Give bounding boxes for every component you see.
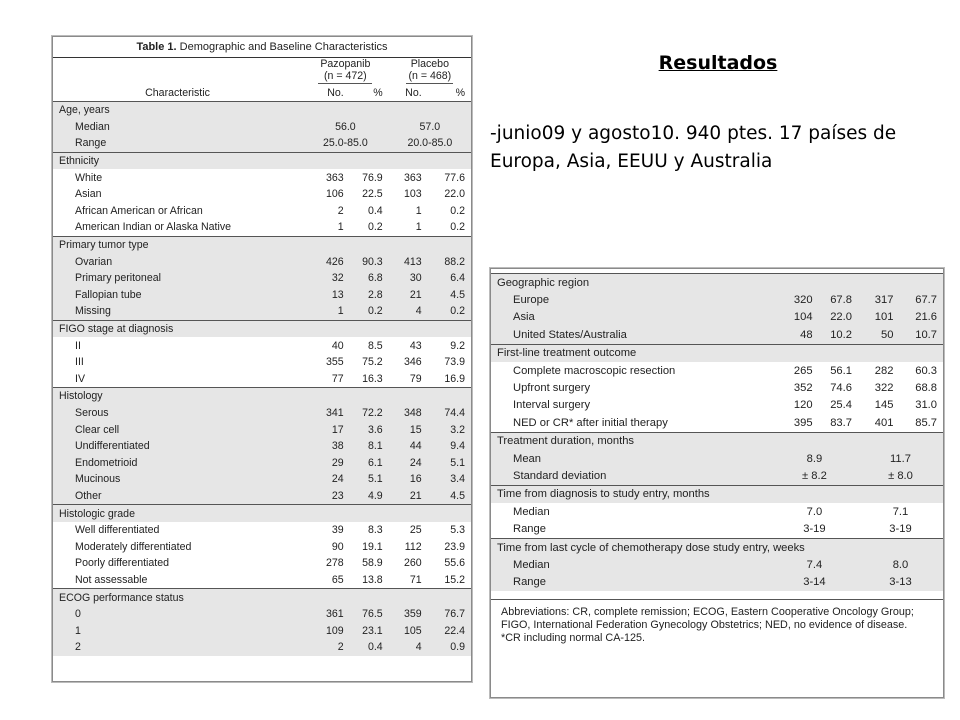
placebo-count: 282 [874, 364, 894, 377]
footnote-cr: *CR including normal CA-125. [501, 632, 646, 645]
placebo-percent: 5.3 [450, 524, 465, 537]
arm-header-pazopanib [318, 58, 372, 84]
section-row [53, 236, 471, 253]
pazopanib-count: 48 [771, 326, 819, 344]
section-row [53, 388, 471, 405]
placebo-count: 348 [389, 405, 428, 422]
section-title: Treatment duration, months [491, 432, 943, 450]
pazopanib-percent: 72.2 [350, 405, 389, 422]
section-row [491, 485, 943, 503]
row-label: Missing [53, 303, 302, 320]
section-row [491, 344, 943, 362]
row-label: Mean [491, 450, 771, 467]
placebo-value: 20.0-85.0 [389, 135, 471, 152]
row-label: Serous [53, 405, 302, 422]
pazopanib-count: 38 [302, 438, 350, 455]
table-row [53, 253, 471, 270]
row-label: Endometrioid [53, 454, 302, 471]
row-label: Well differentiated [75, 524, 160, 537]
slide-heading: Resultados [658, 52, 778, 74]
pazopanib-percent: 0.4 [367, 204, 383, 217]
row-label: Primary peritoneal [53, 270, 302, 287]
table-row [53, 371, 471, 388]
table-row [53, 354, 471, 371]
pazopanib-count: 426 [302, 253, 350, 270]
row-label: 1 [53, 622, 302, 639]
pazopanib-percent: 22.5 [362, 188, 383, 201]
table-row [53, 471, 471, 488]
placebo-count: 15 [389, 421, 428, 438]
placebo-count: 50 [858, 326, 899, 344]
pazopanib-percent: 6.8 [350, 270, 389, 287]
section-row [53, 102, 471, 119]
placebo-percent: 68.8 [915, 382, 937, 395]
placebo-percent: 21.6 [899, 309, 943, 326]
pazopanib-count: 13 [302, 287, 350, 304]
placebo-count: 25 [409, 524, 422, 537]
section-row [491, 538, 943, 556]
table-row [53, 186, 471, 203]
table-row [491, 326, 943, 344]
placebo-percent: 4.5 [428, 287, 471, 304]
table-row [491, 574, 943, 591]
placebo-value: 3-13 [858, 574, 943, 591]
placebo-count: 346 [403, 356, 422, 369]
row-label: Range [513, 523, 546, 536]
placebo-percent: 16.9 [444, 372, 465, 385]
table-title-label: Table 1. [136, 41, 177, 53]
column-pct-1: % [350, 84, 389, 102]
row-label: Asia [491, 309, 771, 326]
row-label: Range [491, 574, 771, 591]
pazopanib-count: 1 [337, 221, 344, 234]
pazopanib-count: 23 [302, 488, 350, 505]
placebo-count: 4 [389, 639, 428, 656]
pazopanib-percent: 4.9 [350, 488, 389, 505]
pazopanib-count: 2 [337, 204, 344, 217]
row-label: Interval surgery [513, 399, 591, 412]
row-label: African American or African [75, 204, 203, 217]
pazopanib-value: 3-19 [803, 523, 826, 536]
section-title: Histologic grade [53, 505, 471, 522]
placebo-percent: 0.2 [450, 204, 465, 217]
placebo-count: 21 [389, 287, 428, 304]
row-label: White [75, 171, 103, 184]
row-label: 2 [53, 639, 302, 656]
placebo-value: ± 8.0 [858, 467, 943, 485]
row-label: Fallopian tube [53, 287, 302, 304]
section-row [491, 274, 943, 292]
placebo-count: 359 [389, 606, 428, 623]
pazopanib-percent: 25.4 [830, 399, 852, 412]
pazopanib-count: 120 [793, 399, 813, 412]
row-label: Undifferentiated [53, 438, 302, 455]
section-row [53, 320, 471, 337]
table-row [53, 606, 471, 623]
table-row [53, 438, 471, 455]
placebo-percent: 22.0 [444, 188, 465, 201]
table-row [53, 219, 471, 236]
placebo-count: 317 [858, 291, 899, 308]
section-title: Primary tumor type [53, 236, 471, 253]
row-label: Other [53, 488, 302, 505]
row-label: Complete macroscopic resection [513, 364, 676, 377]
table-row [53, 572, 471, 589]
placebo-percent: 88.2 [428, 253, 471, 270]
table-row [491, 450, 943, 467]
placebo-count: 16 [389, 471, 428, 488]
row-label: Mucinous [53, 471, 302, 488]
pazopanib-percent: 56.1 [830, 364, 852, 377]
placebo-count: 401 [874, 416, 894, 429]
arm2-name: Placebo [410, 58, 449, 70]
row-label: II [75, 339, 81, 352]
table-row [53, 488, 471, 505]
placebo-count: 260 [403, 557, 422, 570]
section-title: First-line treatment outcome [491, 344, 943, 362]
pazopanib-percent: 74.6 [830, 382, 852, 395]
row-label: Median [53, 119, 302, 136]
pazopanib-percent: 8.1 [350, 438, 389, 455]
placebo-percent: 74.4 [428, 405, 471, 422]
pazopanib-count: 320 [771, 291, 819, 308]
placebo-value: 57.0 [389, 119, 471, 136]
pazopanib-count: 265 [793, 364, 813, 377]
table-row [491, 414, 943, 432]
row-label: IV [75, 372, 86, 385]
section-title: Geographic region [491, 274, 943, 292]
placebo-count: 1 [415, 221, 422, 234]
footnote-abbreviations: Abbreviations: CR, complete remission; ECOG, Eastern Cooperative Oncology Group; FIGO, International Federation Gynecology Obstetrics; NED, no evidence of disease. [501, 606, 914, 632]
placebo-percent: 55.6 [444, 557, 465, 570]
slide-body-text: -junio09 y agosto10. 940 ptes. 17 países de Europa, Asia, EEUU y Australia [490, 123, 897, 172]
placebo-percent: 0.9 [428, 639, 471, 656]
placebo-count: 322 [874, 382, 894, 395]
table-row [53, 270, 471, 287]
table-row [53, 287, 471, 304]
section-title: ECOG performance status [53, 589, 471, 606]
placebo-count: 363 [403, 171, 422, 184]
pazopanib-count: 29 [302, 454, 350, 471]
placebo-percent: 15.2 [444, 573, 465, 586]
placebo-percent: 9.2 [450, 339, 465, 352]
section-title: Histology [53, 388, 471, 405]
section-row [53, 589, 471, 606]
pazopanib-percent: 58.9 [362, 557, 383, 570]
pazopanib-count: 90 [331, 540, 344, 553]
table-row [53, 622, 471, 639]
table-row [53, 119, 471, 136]
placebo-count: 103 [403, 188, 422, 201]
section-title: Age, years [53, 102, 471, 119]
row-label: American Indian or Alaska Native [75, 221, 232, 234]
table-row [491, 467, 943, 485]
row-label: Not assessable [75, 573, 148, 586]
pazopanib-percent: 76.9 [362, 171, 383, 184]
pazopanib-count: 278 [326, 557, 344, 570]
row-label: Poorly differentiated [75, 557, 170, 570]
pazopanib-count: 104 [771, 309, 819, 326]
row-label: Range [53, 135, 302, 152]
pazopanib-percent: 2.8 [350, 287, 389, 304]
pazopanib-percent: 16.3 [362, 372, 383, 385]
pazopanib-count: 106 [326, 188, 344, 201]
row-label: Europe [491, 291, 771, 308]
pazopanib-percent: 22.0 [819, 309, 858, 326]
placebo-percent: 23.9 [444, 540, 465, 553]
section-title: Ethnicity [53, 152, 471, 169]
pazopanib-percent: 3.6 [350, 421, 389, 438]
section-title: Time from last cycle of chemotherapy dose study entry, weeks [491, 538, 943, 556]
pazopanib-percent: 0.2 [350, 303, 389, 320]
pazopanib-percent: 67.8 [819, 291, 858, 308]
row-label: III [75, 356, 84, 369]
placebo-percent: 76.7 [428, 606, 471, 623]
pazopanib-value: 25.0-85.0 [302, 135, 389, 152]
table-1-continued-image [490, 268, 944, 698]
pazopanib-percent: 13.8 [362, 573, 383, 586]
row-label: Clear cell [53, 421, 302, 438]
row-label: 0 [53, 606, 302, 623]
placebo-percent: 0.2 [428, 303, 471, 320]
pazopanib-percent: 6.1 [350, 454, 389, 471]
placebo-percent: 4.5 [428, 488, 471, 505]
pazopanib-count: 40 [331, 339, 344, 352]
placebo-value: 8.0 [858, 556, 943, 573]
placebo-value: 11.7 [858, 450, 943, 467]
pazopanib-count: 77 [331, 372, 344, 385]
column-no-1: No. [302, 84, 350, 102]
table-row [53, 639, 471, 656]
table-row [491, 362, 943, 379]
pazopanib-percent: 19.1 [362, 540, 383, 553]
pazopanib-count: 17 [302, 421, 350, 438]
table-row [491, 556, 943, 573]
section-row [53, 505, 471, 522]
table-footnote [491, 599, 943, 645]
table-row [491, 503, 943, 520]
pazopanib-value: 56.0 [302, 119, 389, 136]
pazopanib-percent: 83.7 [830, 416, 852, 429]
row-label: United States/Australia [491, 326, 771, 344]
placebo-value: 7.1 [892, 505, 909, 518]
pazopanib-count: 341 [302, 405, 350, 422]
table-row [53, 405, 471, 422]
pazopanib-count: 395 [793, 416, 813, 429]
table-row [53, 538, 471, 555]
pazopanib-count: 24 [302, 471, 350, 488]
pazopanib-percent: 90.3 [350, 253, 389, 270]
placebo-percent: 31.0 [915, 399, 937, 412]
arm1-name: Pazopanib [320, 58, 371, 70]
pazopanib-percent: 23.1 [350, 622, 389, 639]
placebo-count: 79 [409, 372, 422, 385]
placebo-percent: 22.4 [428, 622, 471, 639]
table-title [53, 37, 471, 58]
placebo-count: 105 [389, 622, 428, 639]
pazopanib-value: 7.4 [771, 556, 858, 573]
placebo-count: 112 [404, 540, 422, 553]
row-label: Moderately differentiated [75, 540, 192, 553]
table-row [53, 303, 471, 320]
table-row [53, 135, 471, 152]
pazopanib-percent: 75.2 [362, 356, 383, 369]
placebo-percent: 6.4 [428, 270, 471, 287]
row-label: Upfront surgery [513, 382, 591, 395]
placebo-percent: 3.2 [428, 421, 471, 438]
pazopanib-percent: 0.2 [367, 221, 383, 234]
table-row [491, 379, 943, 396]
placebo-percent: 5.1 [428, 454, 471, 471]
arm1-n: (n = 472) [324, 70, 367, 82]
placebo-percent: 10.7 [899, 326, 943, 344]
placebo-percent: 77.6 [444, 171, 465, 184]
arm2-n: (n = 468) [408, 70, 452, 82]
placebo-percent: 85.7 [915, 416, 937, 429]
pazopanib-count: 363 [326, 171, 344, 184]
pazopanib-value: 8.9 [771, 450, 858, 467]
placebo-count: 1 [415, 204, 422, 217]
pazopanib-count: 352 [793, 382, 813, 395]
placebo-percent: 60.3 [915, 364, 937, 377]
baseline-table-continued [491, 273, 943, 591]
placebo-count: 71 [409, 573, 422, 586]
table-row [491, 397, 943, 414]
demographics-table [53, 37, 471, 656]
pazopanib-count: 32 [302, 270, 350, 287]
table-1-image [52, 36, 472, 682]
row-label: Asian [75, 188, 102, 201]
pazopanib-count: 65 [331, 573, 344, 586]
pazopanib-percent: 5.1 [350, 471, 389, 488]
placebo-percent: 3.4 [428, 471, 471, 488]
section-row [491, 432, 943, 450]
table-row [491, 520, 943, 538]
placebo-count: 21 [389, 488, 428, 505]
table-row [53, 169, 471, 186]
pazopanib-value: ± 8.2 [771, 467, 858, 485]
table-row [53, 203, 471, 220]
table-row [53, 421, 471, 438]
placebo-count: 43 [409, 339, 422, 352]
row-label: Ovarian [53, 253, 302, 270]
placebo-percent: 73.9 [444, 356, 465, 369]
column-pct-2: % [428, 84, 471, 102]
placebo-count: 4 [389, 303, 428, 320]
section-title: FIGO stage at diagnosis [53, 320, 471, 337]
table-row [53, 522, 471, 539]
column-characteristic: Characteristic [53, 84, 302, 102]
arm-header-placebo [406, 58, 453, 84]
placebo-value: 3-19 [889, 523, 912, 536]
table-row [491, 309, 943, 326]
row-label: Median [491, 556, 771, 573]
placebo-percent: 0.2 [450, 221, 465, 234]
table-row [53, 555, 471, 572]
row-label: Standard deviation [491, 467, 771, 485]
placebo-count: 30 [389, 270, 428, 287]
column-no-2: No. [389, 84, 428, 102]
table-row [491, 291, 943, 308]
row-label: Median [513, 505, 550, 518]
placebo-count: 44 [389, 438, 428, 455]
placebo-percent: 9.4 [428, 438, 471, 455]
pazopanib-count: 39 [331, 524, 344, 537]
pazopanib-value: 3-14 [771, 574, 858, 591]
pazopanib-count: 355 [326, 356, 344, 369]
pazopanib-percent: 8.3 [367, 524, 383, 537]
placebo-count: 24 [389, 454, 428, 471]
pazopanib-percent: 0.4 [350, 639, 389, 656]
table-title-text: Demographic and Baseline Characteristics [179, 41, 388, 53]
row-label: NED or CR* after initial therapy [513, 416, 668, 429]
pazopanib-count: 1 [302, 303, 350, 320]
placebo-percent: 67.7 [899, 291, 943, 308]
pazopanib-count: 361 [302, 606, 350, 623]
pazopanib-value: 7.0 [806, 505, 823, 518]
pazopanib-percent: 8.5 [367, 339, 383, 352]
pazopanib-percent: 76.5 [350, 606, 389, 623]
pazopanib-percent: 10.2 [819, 326, 858, 344]
placebo-count: 145 [874, 399, 894, 412]
section-title: Time from diagnosis to study entry, months [491, 485, 943, 503]
table-row [53, 337, 471, 354]
placebo-count: 101 [858, 309, 899, 326]
pazopanib-count: 2 [302, 639, 350, 656]
table-row [53, 454, 471, 471]
placebo-count: 413 [389, 253, 428, 270]
pazopanib-count: 109 [302, 622, 350, 639]
section-row [53, 152, 471, 169]
